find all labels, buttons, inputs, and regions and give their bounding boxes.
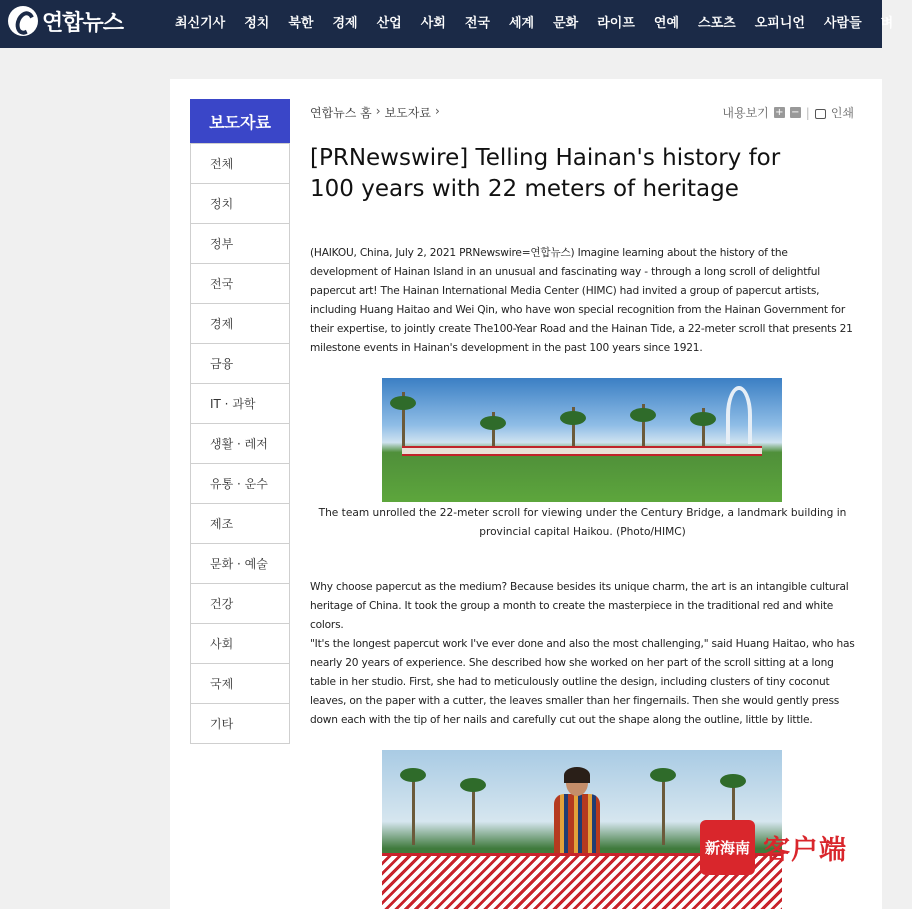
sidebar-item[interactable]: 정치 [191, 183, 289, 223]
nav-item[interactable]: 벼 [880, 16, 894, 31]
chevron-right-icon: › [434, 104, 440, 118]
photo-caption: The team unrolled the 22-meter scroll for viewing under the Century Bridge, a landmark building in provincial capital Haikou. (Photo/HIMC) [318, 507, 847, 538]
artist-figure [552, 770, 602, 860]
nav-item[interactable]: 사람들 [823, 16, 862, 31]
sidebar-item[interactable]: 국제 [191, 663, 289, 703]
article-tools [722, 104, 854, 121]
article-paragraph: (HAIKOU, China, July 2, 2021 PRNewswire=연합뉴스) Imagine learning about the history of the development of Hainan Island in an unusual and fascinating way - through a long scroll of delightful papercut art! The Hainan International Media Center (HIMC) had invited a group of papercut artists, including Huang Haitao and Wei Qin, who have won special recognition from the Hainan Government for their expertise, to jointly create The100-Year Road and the Hainan Tide, a 22-meter scroll that presents 21 milestone events in Hainan's development in the past 100 years since 1921. [310, 247, 853, 354]
nav-item[interactable]: 라이프 [597, 16, 635, 31]
sidebar-item[interactable]: 문화 · 예술 [191, 543, 289, 583]
nav-item[interactable]: 최신기사 [175, 16, 226, 31]
nav-item[interactable]: 문화 [553, 16, 579, 31]
nav-item[interactable]: 사회 [420, 16, 446, 31]
bridge-illustration [726, 386, 752, 444]
breadcrumb-section[interactable]: 보도자료 [384, 106, 431, 120]
article-title: [PRNewswire] Telling Hainan's history for 100 years with 22 meters of heritage [310, 145, 781, 202]
nav-item[interactable]: 오피니언 [754, 16, 805, 31]
watermark-badge: 新海南 [700, 820, 755, 875]
sidebar-item[interactable]: 제조 [191, 503, 289, 543]
watermark-logo [700, 820, 847, 875]
font-increase-icon[interactable]: + [775, 107, 784, 118]
logo-text: 연합뉴스 [42, 10, 124, 36]
nav-item[interactable]: 경제 [332, 16, 358, 31]
nav-item[interactable]: 정치 [244, 16, 270, 31]
top-navigation [0, 0, 894, 48]
breadcrumb-home[interactable]: 연합뉴스 홈 [310, 106, 372, 120]
sidebar-item[interactable]: 기타 [191, 703, 289, 743]
chevron-right-icon: › [375, 104, 381, 118]
sidebar-item[interactable]: 정부 [191, 223, 289, 263]
watermark-text: 客户端 [763, 835, 847, 866]
nav-item[interactable]: 전국 [464, 16, 490, 31]
sidebar-title[interactable]: 보도자료 [190, 99, 290, 143]
breadcrumb [310, 104, 440, 121]
print-button[interactable]: 인쇄 [830, 106, 854, 120]
article-paragraph: "It's the longest papercut work I've ever done and also the most challenging," said Huang Haitao, who has nearly 20 years of experience. She described how she worked on her part of the scroll sitting at a long table in her studio. First, she had to meticulously outline the design, including clusters of tiny coconut leaves, on the paper with a cutter, the leaves smaller than her fingernails. Then she would gently press down each with the tip of her nails and carefully cut out the shape along the outline, little by little. [310, 638, 855, 726]
nav-item[interactable]: 연예 [653, 16, 680, 31]
sidebar-item[interactable]: 전국 [191, 263, 289, 303]
sidebar-item[interactable]: IT · 과학 [191, 383, 289, 423]
site-logo[interactable] [8, 3, 123, 39]
article-photo-scroll-unrolled [382, 378, 782, 502]
sidebar-item[interactable]: 금융 [191, 343, 289, 383]
sidebar-item[interactable]: 생활 · 레저 [191, 423, 289, 463]
print-icon[interactable] [815, 109, 826, 119]
divider: | [805, 105, 810, 120]
nav-item[interactable]: 산업 [376, 16, 402, 31]
sidebar-menu [190, 143, 290, 744]
sidebar-item[interactable]: 전체 [191, 143, 289, 183]
papercut-scroll [402, 446, 762, 456]
logo-icon [8, 6, 38, 36]
sidebar-item[interactable]: 유통 · 운수 [191, 463, 289, 503]
nav-item[interactable]: 세계 [508, 16, 535, 31]
article-paragraph: Why choose papercut as the medium? Because besides its unique charm, the art is an intangible cultural heritage of China. It took the group a month to create the masterpiece in the traditional red and white colors. [310, 581, 849, 631]
main-menu [175, 12, 912, 31]
sidebar-item[interactable]: 경제 [191, 303, 289, 343]
nav-item[interactable]: 스포츠 [698, 16, 736, 31]
font-decrease-icon[interactable]: − [791, 107, 800, 118]
sidebar-item[interactable]: 사회 [191, 623, 289, 663]
nav-item[interactable]: 북한 [288, 16, 314, 31]
view-label: 내용보기 [722, 106, 769, 120]
sidebar-item[interactable]: 건강 [191, 583, 289, 623]
